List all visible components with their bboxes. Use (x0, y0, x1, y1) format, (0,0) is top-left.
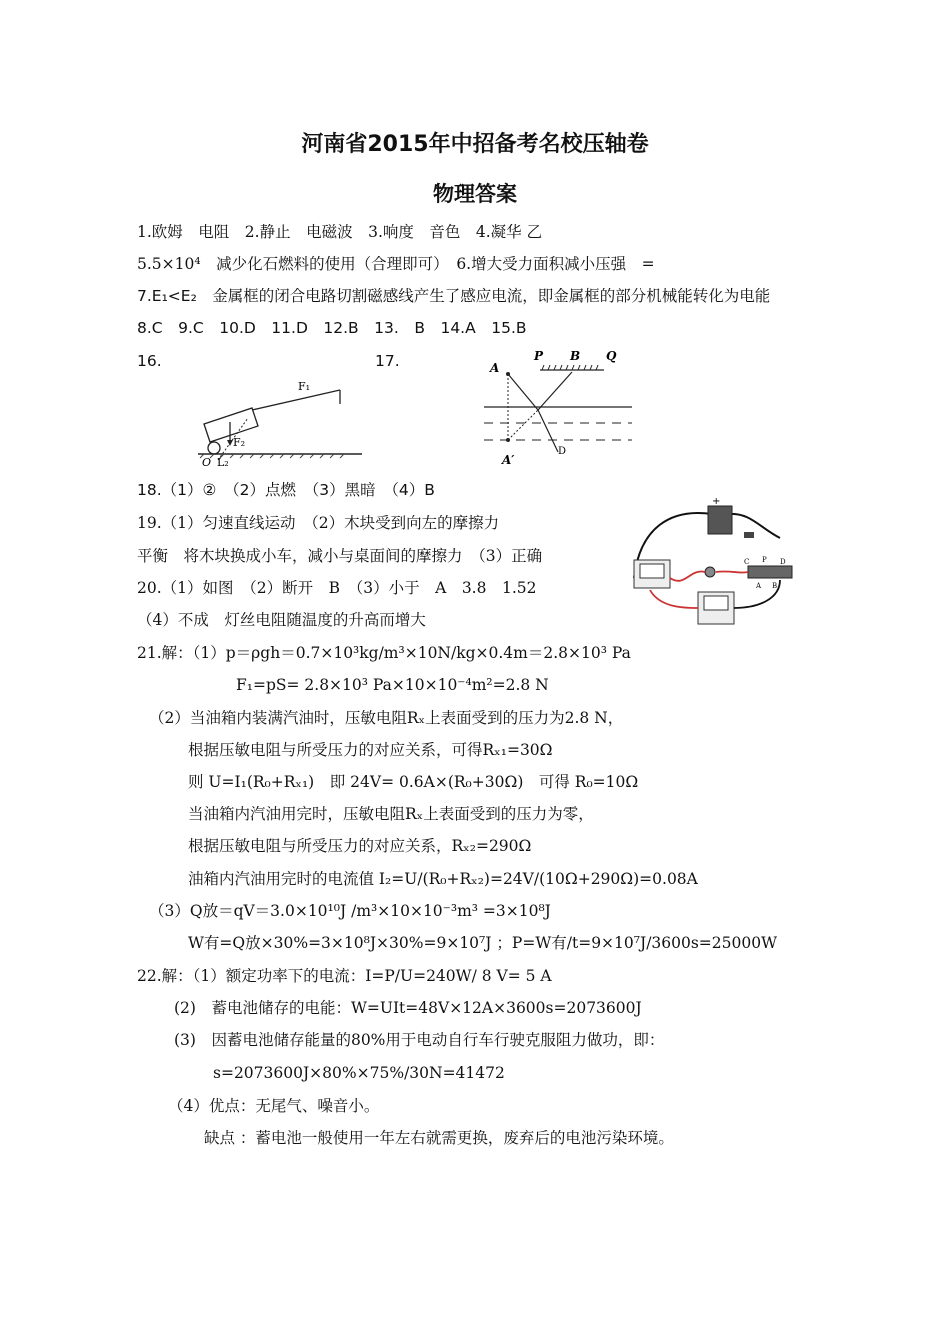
answer-22-1: 22.解：（1）额定功率下的电流：I=P/U=240W/ 8 V= 5 A (137, 967, 552, 985)
label-f1: F₁ (298, 380, 311, 393)
answer-line-8-15: 8.C 9.C 10.D 11.D 12.B 13. B 14.A 15.B (137, 319, 527, 337)
answer-19-a: 19.（1）匀速直线运动 （2）木块受到向左的摩擦力 (137, 514, 500, 532)
answer-18: 18.（1）② （2）点燃 （3）黑暗 （4）B (137, 481, 435, 499)
answer-17-label: 17. (375, 352, 400, 370)
label-o: O (202, 456, 212, 468)
label-b: B (570, 349, 581, 363)
label-q: Q (606, 349, 617, 363)
label-a-prime: A′ (502, 453, 515, 467)
page-title: 河南省2015年中招备考名校压轴卷 (301, 132, 649, 157)
answer-20-b: （4）不成 灯丝电阻随温度的升高而增大 (137, 611, 426, 629)
answer-line-7: 7.E₁<E₂ 金属框的闭合电路切割磁感线产生了感应电流，即金属框的部分机械能转化为电能 (137, 287, 771, 305)
label-a-terminal: A (756, 582, 762, 590)
label-d-terminal: D (780, 558, 786, 566)
answer-21-2b: 根据压敏电阻与所受压力的对应关系，可得Rₓ₁=30Ω (188, 741, 553, 759)
answer-21-2c: 则 U=I₁(R₀+Rₓ₁) 即 24V= 0.6A×(R₀+30Ω) 可得 R₀=10Ω (188, 773, 639, 791)
label-b-terminal: B (772, 582, 778, 590)
label-c: C (744, 558, 750, 566)
label-p: P (534, 349, 544, 363)
label-d: D (558, 446, 567, 457)
label-p-slider: P (762, 556, 767, 564)
answer-22-4b: 缺点 ：蓄电池一般使用一年左右就需更换，废弃后的电池污染环境。 (204, 1129, 674, 1147)
label-l2: L₂ (217, 456, 229, 468)
answer-line-1: 1.欧姆 电阻 2.静止 电磁波 3.响度 音色 4.凝华 乙 (137, 223, 543, 241)
answer-21-2d: 当油箱内汽油用完时，压敏电阻Rₓ上表面受到的压力为零， (188, 805, 594, 823)
answer-21-2e: 根据压敏电阻与所受压力的对应关系，Rₓ₂=290Ω (188, 837, 532, 855)
answer-22-4a: （4）优点：无尾气、噪音小。 (168, 1097, 380, 1115)
label-a: A (490, 361, 500, 375)
answer-21-3b: W有=Q放×30%=3×10⁸J×30%=9×10⁷J ；P=W有/t=9×10⁷J/3600s=25000W (188, 934, 778, 952)
answer-22-3a: (3) 因蓄电池储存能量的80%用于电动自行车行驶克服阻力做功，即： (174, 1031, 665, 1049)
answer-16-label: 16. (137, 352, 162, 370)
answer-22-3b: s=2073600J×80%×75%/30N=41472 (213, 1064, 505, 1082)
answer-19-b: 平衡 将木块换成小车，减小与桌面间的摩擦力 （3）正确 (137, 547, 543, 565)
answer-20-a: 20.（1）如图 （2）断开 B （3）小于 A 3.8 1.52 (137, 579, 537, 597)
answer-21-1b: F₁=pS= 2.8×10³ Pa×10×10⁻⁴m²=2.8 N (236, 676, 549, 694)
svg-text:+: + (712, 498, 721, 507)
figure-20-circuit (630, 498, 800, 638)
answer-21-3a: （3）Q放＝qV＝3.0×10¹⁰J /m³×10×10⁻³m³ =3×10⁸J (149, 902, 551, 920)
answer-21-2f: 油箱内汽油用完时的电流值 I₂=U/(R₀+Rₓ₂)=24V/(10Ω+290Ω)=0.08A (188, 870, 698, 888)
answer-21-1a: 21.解：（1）p＝ρgh＝0.7×10³kg/m³×10N/kg×0.4m＝2.8×10³ Pa (137, 644, 631, 662)
figure-16-lever (190, 378, 370, 468)
answer-22-2: (2) 蓄电池储存的电能：W=UIt=48V×12A×3600s=2073600J (174, 999, 642, 1017)
page-subtitle: 物理答案 (433, 182, 517, 206)
label-f2: F₂ (233, 436, 246, 449)
answer-21-2a: （2）当油箱内装满汽油时，压敏电阻Rₓ上表面受到的压力为2.8 N， (149, 709, 624, 727)
answer-line-5-6: 5.5×10⁴ 减少化石燃料的使用（合理即可） 6.增大受力面积减小压强 = (137, 255, 655, 273)
figure-17-optics (478, 348, 638, 470)
